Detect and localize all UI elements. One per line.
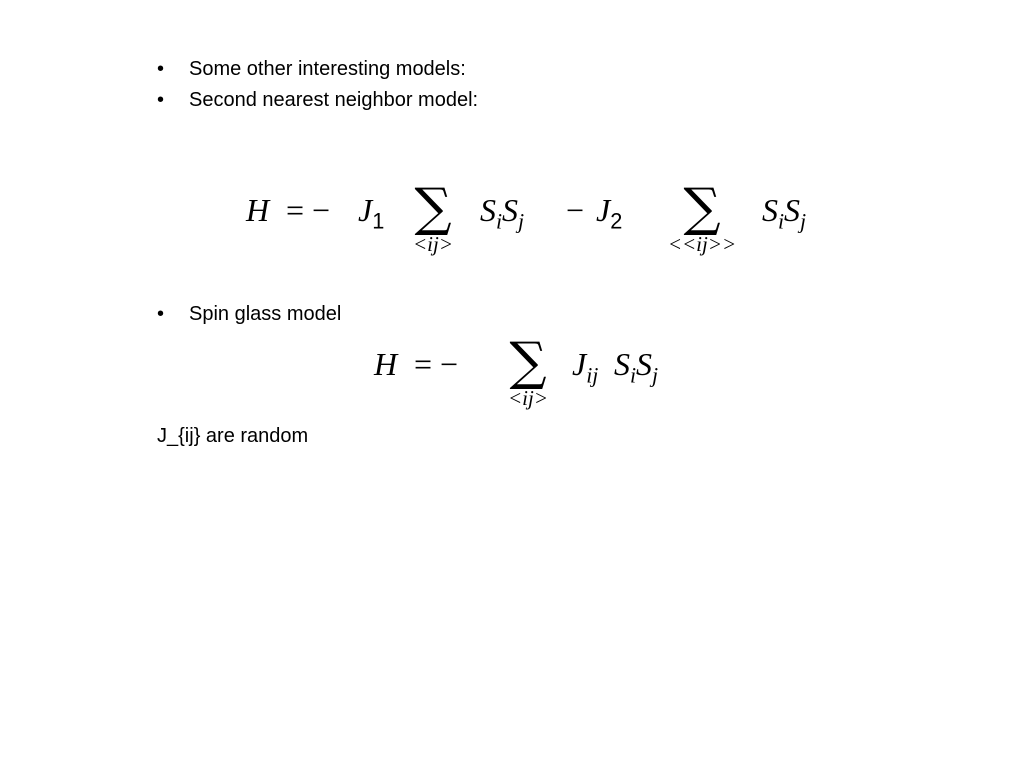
bullet-item: • Spin glass model — [157, 299, 341, 330]
sum-symbol: ∑ — [509, 332, 547, 392]
eq2-coupling-Jij: $J_{ij}$ — [572, 346, 599, 388]
bullet-item: • Some other interesting models: — [157, 54, 478, 85]
random-coupling-note: J_{ij} are random — [157, 425, 309, 447]
eq1-equals-minus: = − — [286, 192, 331, 228]
eq1-coupling-J1: $J_1$ — [358, 192, 385, 234]
eq2-sum — [496, 332, 560, 410]
eq2-equals-minus: = − — [414, 346, 459, 382]
eq2-hamiltonian-symbol: H — [374, 346, 398, 382]
eq2-spin-product: $S_iS_j$ — [614, 346, 659, 388]
eq1-hamiltonian-symbol: H — [246, 192, 270, 228]
eq1-spin-product-1: $S_iS_j$ — [480, 192, 525, 234]
sum-index: <ij> — [507, 386, 548, 410]
bullet-item: • Second nearest neighbor model: — [157, 85, 478, 116]
sum-symbol: ∑ — [414, 178, 452, 238]
eq1-coupling-J2: $J_2$ — [596, 192, 623, 234]
eq1-minus: − — [566, 192, 585, 228]
sum-index: <ij> — [412, 232, 453, 256]
eq1-spin-product-2: $S_iS_j$ — [762, 192, 807, 234]
sum-symbol: ∑ — [683, 178, 721, 238]
sum-index: <<ij>> — [667, 232, 737, 256]
